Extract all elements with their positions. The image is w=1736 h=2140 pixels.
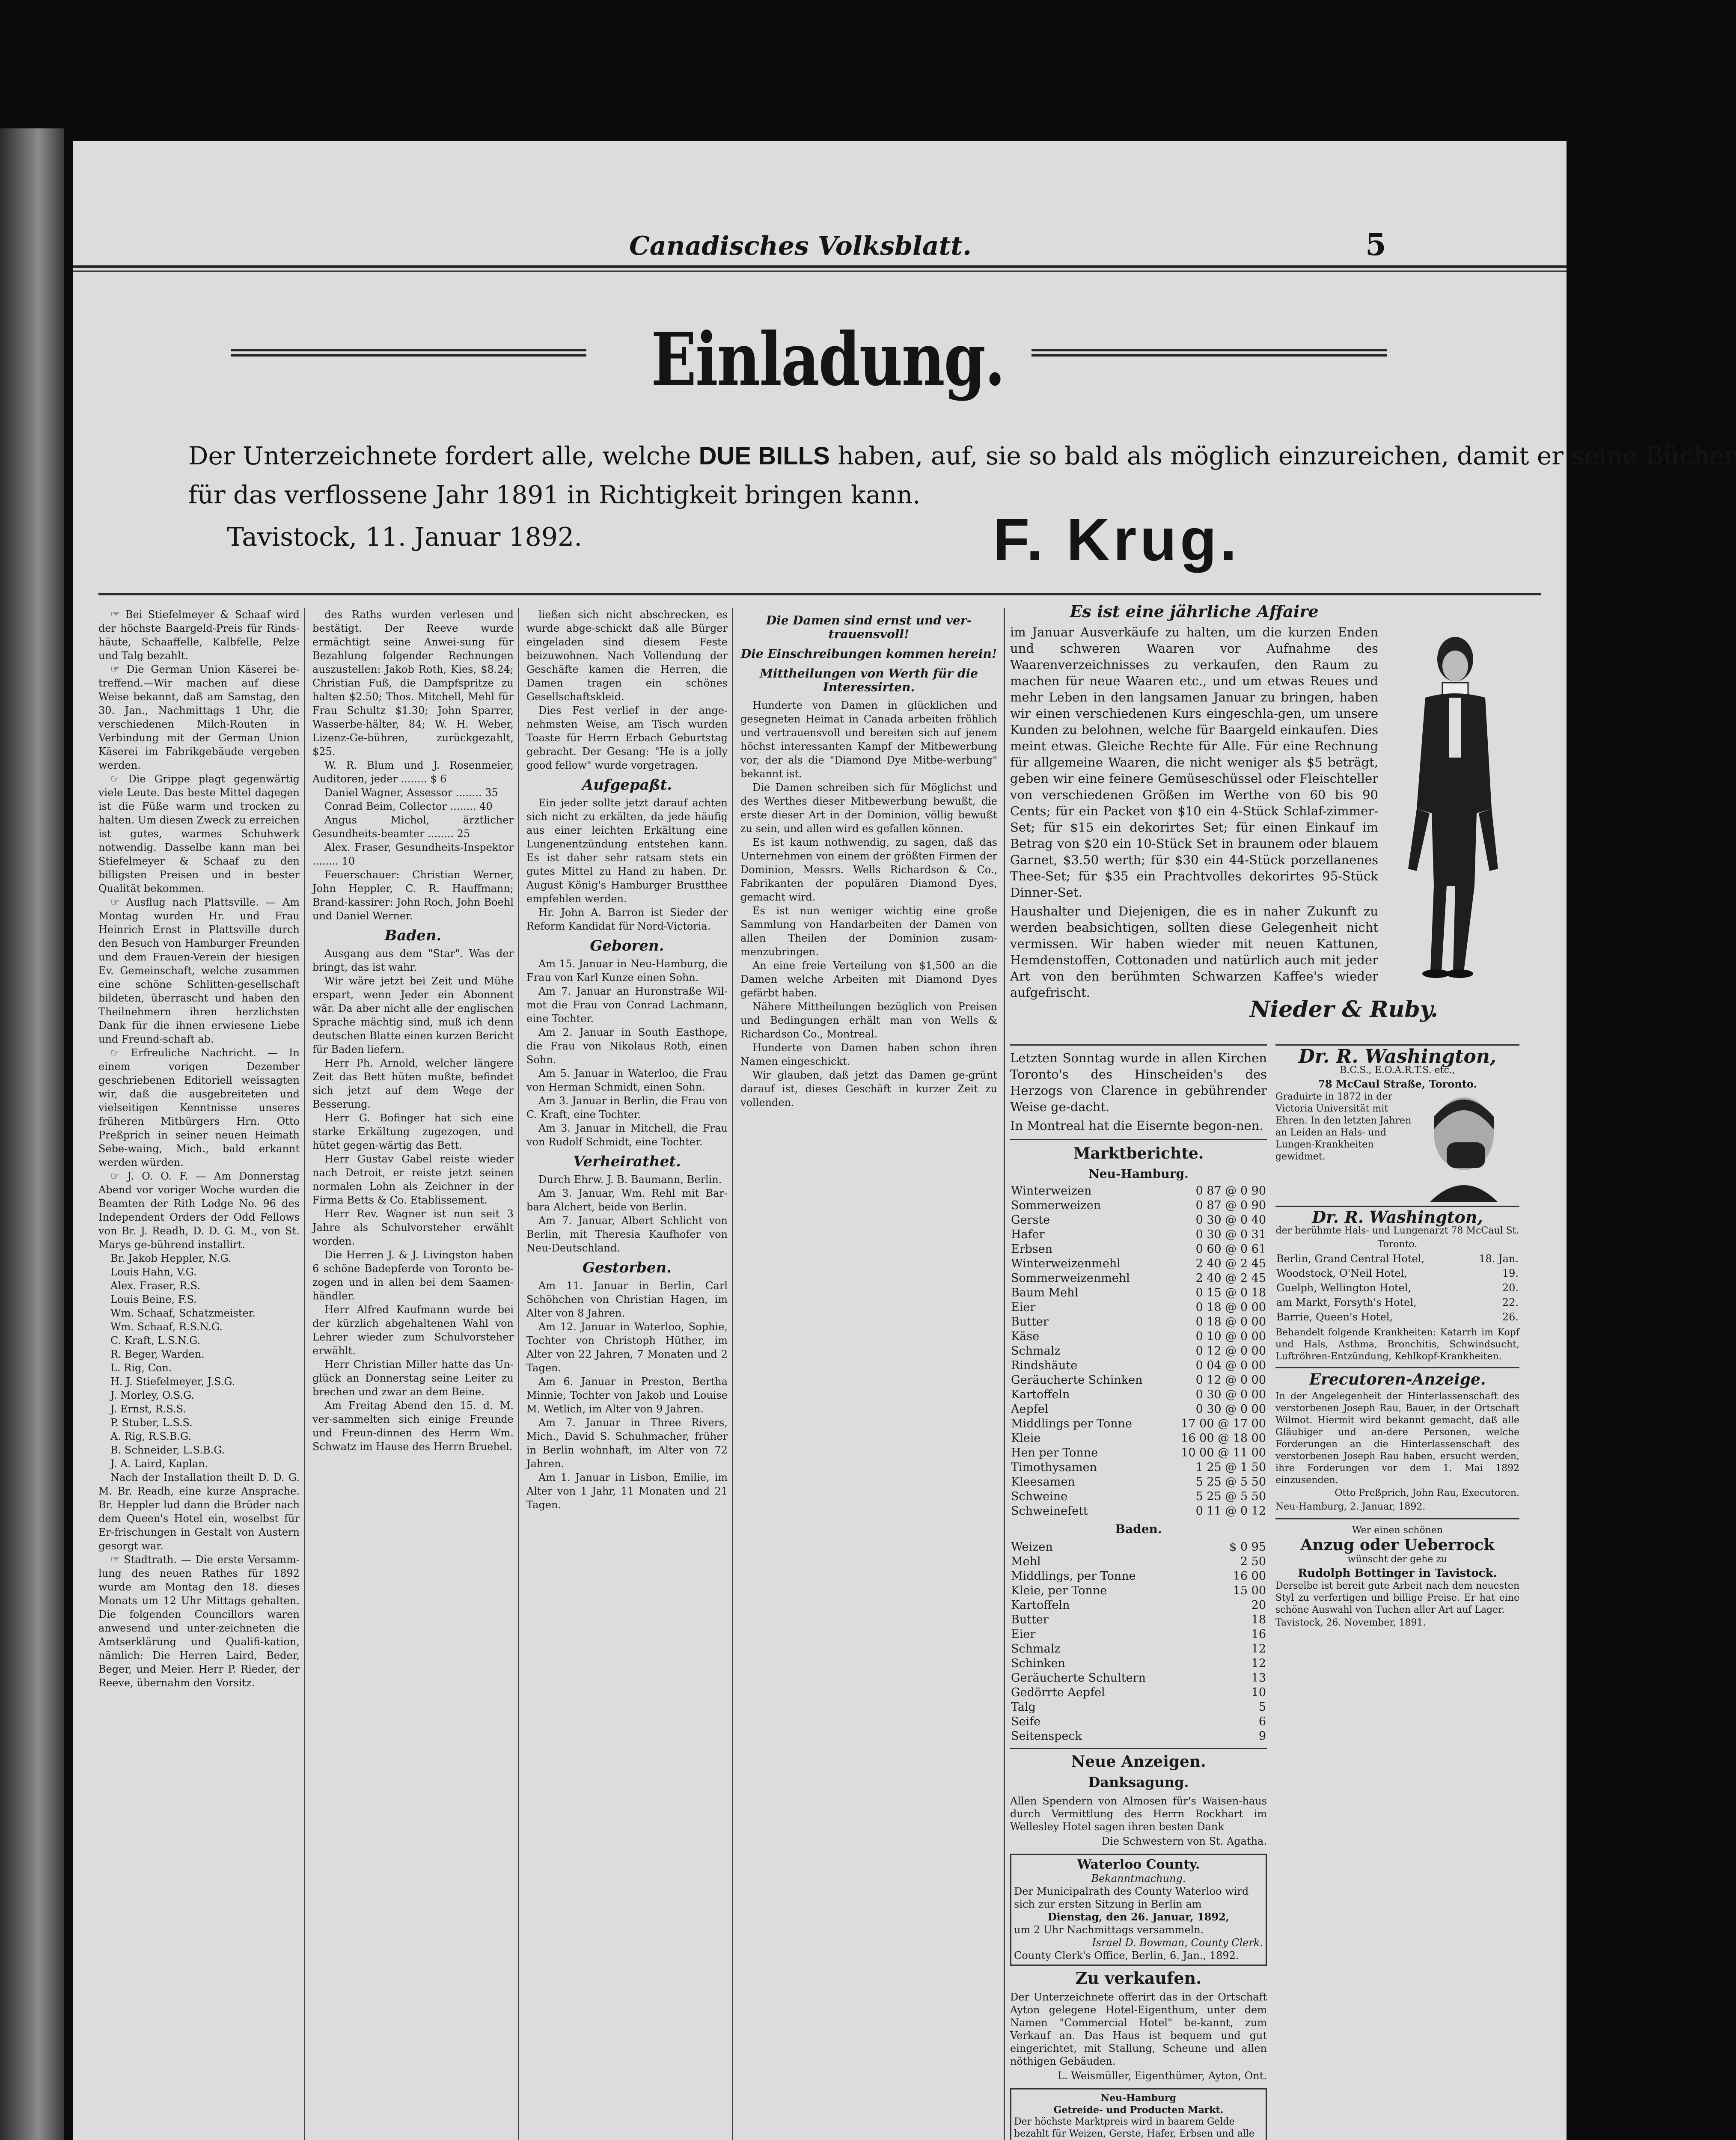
row-value: 16 (1251, 1628, 1266, 1641)
masthead-rule-thin (73, 270, 1567, 272)
paragraph: Am 5. Januar in Waterloo, die Frau von Herman Schmidt, einen Sohn. (526, 1067, 728, 1093)
paragraph: R. Beger, Warden. (110, 1348, 205, 1360)
paragraph: H. J. Stiefelmeyer, J.S.G. (110, 1376, 235, 1388)
paragraph: ☞ Stadtrath. — Die erste Versamm-lung des neuen Rathes für 1892 wurde am Montag den 18. dieses Monats um 12 Uhr Mittags gehalten. Die folgenden Councillors waren anwesend und unter-zeichneten die Amtserklärung und Qualifi-kation, nämlich: Die Herren Laird, Beder, Beger, und Meier. Herr P. Rieder, der Reeve, übernahm den Vorsitz. (98, 1554, 300, 1689)
table-row (1010, 1685, 1267, 1700)
waterloo-sub: Bekanntmachung. (1091, 1872, 1186, 1884)
column-4-article (740, 608, 997, 2140)
row-value: 10 (1251, 1686, 1266, 1699)
washington-visits (1275, 1251, 1519, 1324)
table-row (1010, 1228, 1267, 1242)
row-value: 5 25 @ 5 50 (1195, 1490, 1266, 1503)
paragraph: Herr Christian Miller hatte das Un-glück an Donnerstag seine Leiter zu brechen und zwar an dem Beine. (312, 1358, 514, 1398)
paragraph: ☞ J. O. O. F. — Am Donnerstag Abend vor voriger Woche wurden die Beamten der Rith Lodge No. 96 des Independent Orders der Odd Fellows von Br. J. Readh, D. D. G. M., von St. Marys ge-bührend installirt. (98, 1170, 300, 1251)
table-row (1010, 1671, 1267, 1685)
row-value: 2 50 (1240, 1555, 1266, 1568)
row-value: 1 25 @ 1 50 (1195, 1461, 1266, 1474)
table-row (1010, 1613, 1267, 1627)
paragraph: Br. Jakob Heppler, N.G. (110, 1252, 232, 1264)
section-heading: Geboren. (590, 937, 664, 954)
row-label: Kleesamen (1011, 1475, 1075, 1489)
row-label: Talg (1011, 1700, 1036, 1714)
table-row (1010, 1489, 1267, 1504)
row-label: Geräucherte Schultern (1011, 1671, 1146, 1685)
ad-affaire-title: Es ist eine jährliche Affaire (1070, 602, 1319, 621)
previous-page-edge (0, 128, 64, 2140)
row-label: Gerste (1011, 1213, 1050, 1227)
paragraph: Herr Rev. Wagner ist nun seit 3 Jahre als Schulvorsteher erwählt worden. (312, 1208, 514, 1247)
market-table-neu-hamburg (1010, 1184, 1267, 1519)
row-label: Seitenspeck (1011, 1730, 1082, 1743)
paragraph: ☞ Erfreuliche Nachricht. — In einem vorigen Dezember geschriebenen Editoriell weissagten wir, daß die ausgebreiteten und vielseitigen Kenntnisse unseres früheren Mitbürgers Hrn. Otto Preßprich in seiner neuen Heimath Sebe-waing, Mich., bald erkannt werden würden. (98, 1047, 300, 1168)
paragraph: Herr G. Bofinger hat sich eine starke Erkältung zugezogen, und hütet gegen-wärtig das Bett. (312, 1112, 514, 1151)
table-row (1010, 1271, 1267, 1286)
executor-body: In der Angelegenheit der Hinterlassenschaft des verstorbenen Joseph Rau, Bauer, in der Ortschaft Wilmot. Hiermit wird bekannt gemacht, daß alle Gläubiger und an-dere Personen, welche Forderungen an die Hinterlassenschaft des verstorbenen Joseph Rau haben, ersucht werden, ihre Forderungen vor dem 1. Mai 1892 einzusenden. (1275, 1391, 1519, 1486)
masthead-title: Canadisches Volksblatt. (629, 231, 972, 261)
row-label: Woodstock, O'Neil Hotel, (1276, 1267, 1407, 1279)
row-label: Sommerweizenmehl (1011, 1272, 1130, 1285)
row-value: 5 (1258, 1700, 1266, 1714)
washington-credentials: B.C.S., E.O.A.R.T.S. etc., (1340, 1065, 1455, 1076)
row-value: 5 25 @ 5 50 (1195, 1475, 1266, 1489)
section-heading: Aufgepaßt. (582, 776, 672, 794)
paragraph: Angus Michol, ärztlicher Gesundheits-beamter ........ 25 (312, 814, 514, 840)
table-row (1010, 1300, 1267, 1315)
paragraph: ☞ Ausflug nach Plattsville. — Am Montag wurden Hr. und Frau Heinrich Ernst in Plattsville durch den Besuch von Hamburger Freunden und dem Frauen-Verein der hiesigen Ev. Gemeinschaft, welche zusammen eine schöne Schlitten-gesellschaft bildeten, überrascht und haben den Theilnehmern ihren herzlichsten Dank für die ihnen erwiesene Liebe und Freund-schaft ab. (98, 896, 300, 1045)
row-value: 12 (1251, 1657, 1266, 1670)
paragraph: ☞ Bei Stiefelmeyer & Schaaf wird der höchste Baargeld-Preis für Rinds-häute, Schaaffelle, Kalbfelle, Pelze und Talg bezahlt. (98, 609, 300, 662)
row-label: Geräucherte Schinken (1011, 1373, 1143, 1387)
row-value: 22. (1502, 1296, 1519, 1308)
row-value: 0 30 @ 0 00 (1195, 1388, 1266, 1401)
aufkaufe-date: Tavistock, 26. November, 1891. (1275, 1617, 1426, 1628)
table-row (1010, 1475, 1267, 1489)
masthead-rule (73, 265, 1567, 268)
table-row (1010, 1198, 1267, 1213)
paragraph: J. Morley, O.S.G. (110, 1389, 195, 1401)
paragraph: Conrad Beim, Collector ........ 40 (324, 800, 493, 812)
row-label: Winterweizen (1011, 1184, 1092, 1198)
column-divider-3 (732, 608, 733, 2140)
getreide-markt-ad (1010, 2088, 1267, 2140)
death-notice-2: In Montreal hat die Eisernte begon-nen. (1010, 1118, 1263, 1133)
notice-due-bills: DUE BILLS (699, 442, 830, 470)
section-heading: Gestorben. (582, 1259, 672, 1276)
row-label: Kleie (1011, 1432, 1041, 1445)
right-subcolumn-right (1275, 1044, 1519, 2140)
paragraph: Hunderte von Damen haben schon ihren Namen eingeschickt. (740, 1042, 997, 1067)
row-label: Kartoffeln (1011, 1599, 1070, 1612)
paragraph: Am 3. Januar in Berlin, die Frau von C. Kraft, eine Tochter. (526, 1095, 728, 1121)
paragraph: An eine freie Verteilung von $1,500 an die Damen welche Arbeiten mit Diamond Dyes gefärbt haben. (740, 960, 997, 999)
row-value: 9 (1258, 1730, 1266, 1743)
row-value: 20. (1502, 1282, 1519, 1294)
table-row (1010, 1431, 1267, 1446)
table-row (1275, 1295, 1519, 1310)
row-value: 0 11 @ 0 12 (1195, 1504, 1266, 1518)
aufkaufe-title: Wer einen schönen (1352, 1525, 1443, 1536)
table-row (1275, 1310, 1519, 1324)
row-label: Schmalz (1011, 1344, 1061, 1358)
paragraph: Die Herren J. & J. Livingston haben 6 schöne Badepferde von Toronto be-zogen und in allen bei dem Saamen-händler. (312, 1249, 514, 1302)
paragraph: Louis Hahn, V.G. (110, 1266, 197, 1278)
row-value: 20 (1251, 1599, 1266, 1612)
paragraph: W. R. Blum und J. Rosenmeier, Auditoren, jeder ........ $ 6 (312, 759, 514, 785)
market-title: Marktberichte. (1073, 1144, 1204, 1162)
death-notice: Letzten Sonntag wurde in allen Kirchen Toronto's des Hinscheiden's des Herzogs von Clarence in gebührender Weise ge-dacht. (1010, 1051, 1267, 1114)
paragraph: L. Rig, Con. (110, 1362, 172, 1374)
washington-address: 78 McCaul Straße, Toronto. (1318, 1078, 1477, 1090)
paragraph: Durch Ehrw. J. B. Baumann, Berlin. (538, 1174, 722, 1186)
paragraph: Herr Gustav Gabel reiste wieder nach Detroit, er reiste jetzt seinen normalen Lohn als Zeichner in der Firma Betts & Co. Etablissement. (312, 1153, 514, 1206)
notice-line-2: für das verflossene Jahr 1891 in Richtigkeit bringen kann. (188, 480, 921, 509)
notice-headline: Einladung. (651, 317, 1005, 402)
ad-affaire-signature: Nieder & Ruby. (1250, 996, 1439, 1022)
headline-rule-right-2 (1031, 354, 1387, 357)
row-label: Barrie, Queen's Hotel, (1276, 1311, 1393, 1323)
table-row (1010, 1460, 1267, 1475)
row-label: Middlings per Tonne (1011, 1417, 1132, 1430)
table-row (1010, 1344, 1267, 1358)
row-value: 2 40 @ 2 45 (1195, 1272, 1266, 1285)
paragraph: Wir glauben, daß jetzt das Damen ge-grünt darauf ist, dieses Geschäft in kurzer Zeit zu vollenden. (740, 1069, 997, 1109)
executor-title: Erecutoren-Anzeige. (1309, 1370, 1486, 1388)
table-row (1010, 1315, 1267, 1329)
row-value: 0 15 @ 0 18 (1195, 1286, 1266, 1299)
row-value: 0 87 @ 0 90 (1195, 1199, 1266, 1212)
table-row (1010, 1446, 1267, 1460)
row-value: 16 00 (1233, 1569, 1266, 1583)
row-label: Hafer (1011, 1228, 1045, 1241)
paragraph: Am 7. Januar, Albert Schlicht von Berlin, mit Theresia Kaufhofer von Neu-Deutschland. (526, 1215, 728, 1254)
notice-place-date: Tavistock, 11. Januar 1892. (227, 522, 583, 552)
table-row (1010, 1584, 1267, 1598)
column-2 (312, 608, 514, 2140)
row-label: Schmalz (1011, 1642, 1061, 1656)
washington-body: Graduirte in 1872 in der Victoria Universität mit Ehren. In den letzten Jahren an Leiden an Hals- und Lungen-Krankheiten gewidmet. (1275, 1091, 1412, 1162)
market-neu-hamburg-title: Neu-Hamburg. (1088, 1167, 1189, 1181)
row-label: Kartoffeln (1011, 1388, 1070, 1401)
paragraph: Alex. Fraser, R.S. (110, 1280, 200, 1292)
row-value: 0 04 @ 0 00 (1195, 1359, 1266, 1372)
waterloo-office: County Clerk's Office, Berlin, 6. Jan., 1892. (1014, 1950, 1239, 1962)
market2-title: Neu-Hamburg (1101, 2092, 1176, 2104)
table-row (1010, 1373, 1267, 1388)
row-label: Weizen (1011, 1540, 1053, 1554)
aufkaufe-title-2: Anzug oder Ueberrock (1300, 1536, 1495, 1554)
gentleman-illustration (1391, 629, 1511, 980)
row-value: 0 87 @ 0 90 (1195, 1184, 1266, 1198)
table-row (1010, 1358, 1267, 1373)
column-3 (526, 608, 728, 2140)
section-heading: Verheirathet. (573, 1153, 681, 1170)
paragraph: Am 15. Januar in Neu-Hamburg, die Frau von Karl Kunze einen Sohn. (526, 958, 728, 984)
table-row (1010, 1417, 1267, 1431)
table-row (1275, 1251, 1519, 1266)
ad-jaehrliche-affaire (1010, 603, 1519, 1040)
row-value: 12 (1251, 1642, 1266, 1656)
paragraph: ließen sich nicht abschrecken, es wurde abge-schickt daß alle Bürger eingeladen sind diesem Feste beizuwohnen. Nach Vollendung der Geschäfte kamen die Herren, die Damen tragen ein schönes Gesellschaftskleid. (526, 609, 728, 703)
paragraph: Feuerschauer: Christian Werner, John Heppler, C. R. Hauffmann; Brand-kassirer: John Roch, John Boehl und Daniel Werner. (312, 869, 514, 922)
waterloo-sign: Israel D. Bowman, County Clerk. (1092, 1937, 1263, 1949)
table-row (1010, 1402, 1267, 1417)
section-heading: Die Einschreibungen kommen herein! (740, 647, 997, 661)
executor-date: Neu-Hamburg, 2. Januar, 1892. (1275, 1501, 1426, 1512)
right-section (1010, 603, 1519, 2140)
market-table-baden (1010, 1540, 1267, 1744)
notice-line-1c: haben, auf, sie so bald als möglich einzureichen, damit er seine Bücher (838, 441, 1736, 470)
row-label: Winterweizenmehl (1011, 1257, 1121, 1270)
row-value: 26. (1502, 1311, 1519, 1323)
row-value: 0 30 @ 0 40 (1195, 1213, 1266, 1227)
row-label: Seife (1011, 1715, 1041, 1728)
table-row (1010, 1388, 1267, 1402)
row-value: 18 (1251, 1613, 1266, 1626)
table-row (1010, 1540, 1267, 1554)
paragraph: Wir wäre jetzt bei Zeit und Mühe erspart, wenn Jeder ein Abonnent wär. Da aber nicht alle der englischen Sprache mächtig sind, muß ich denn deutschen Blatte einen kurzen Bericht für Baden liefern. (312, 975, 514, 1055)
paragraph: J. Ernst, R.S.S. (110, 1403, 186, 1415)
danksagung-sign: Die Schwestern von St. Agatha. (1101, 1835, 1267, 1847)
aufkaufe-body: wünscht der gehe zu (1347, 1554, 1448, 1565)
notice-line-1a: Der Unterzeichnete fordert alle, welche (188, 441, 691, 470)
section-heading: Die Damen sind ernst und ver-trauensvoll! (766, 613, 972, 641)
row-label: Eier (1011, 1628, 1036, 1641)
row-value: 16 00 @ 18 00 (1181, 1432, 1266, 1445)
paragraph: P. Stuber, L.S.S. (110, 1417, 193, 1429)
paragraph: Nach der Installation theilt D. D. G. M. Br. Readh, eine kurze Ansprache. Br. Heppler lud dann die Brüder nach dem Queen's Hotel ein, woselbst für Er-frischungen in Gestalt von Austern gesorgt war. (98, 1471, 300, 1552)
section-heading: Mittheilungen von Werth für die Interessirten. (760, 666, 978, 694)
paragraph: Am 7. Januar in Three Rivers, Mich., David S. Schuhmacher, früher in Berlin wohnhaft, im Alter von 72 Jahren. (526, 1417, 728, 1470)
market-baden-title: Baden. (1115, 1522, 1162, 1536)
row-label: Schweine (1011, 1490, 1068, 1503)
paragraph: Dies Fest verlief in der ange-nehmsten Weise, am Tisch wurden Toaste für Herrn Erbach Geburtstag gebracht. Der Gesang: "He is a jolly good fellow" wurde vorgetragen. (526, 704, 728, 771)
row-label: Butter (1011, 1315, 1049, 1329)
paragraph: Alex. Fraser, Gesundheits-Inspektor ........ 10 (312, 841, 514, 867)
waterloo-date: Dienstag, den 26. Januar, 1892, (1047, 1911, 1230, 1923)
paragraph: B. Schneider, L.S.B.G. (110, 1444, 225, 1456)
table-row (1010, 1627, 1267, 1642)
row-label: Kleie, per Tonne (1011, 1584, 1107, 1597)
paragraph: Am 2. Januar in South Easthope, die Frau von Nikolaus Roth, einen Sohn. (526, 1026, 728, 1066)
paragraph: A. Rig, R.S.B.G. (110, 1430, 192, 1442)
column-1 (98, 608, 300, 2140)
paragraph: Am 12. Januar in Waterloo, Sophie, Tochter von Christoph Hüther, im Alter von 22 Jahren, 7 Monaten und 2 Tagen. (526, 1321, 728, 1374)
paragraph: Am 3. Januar in Mitchell, die Frau von Rudolf Schmidt, eine Tochter. (526, 1122, 728, 1148)
paragraph: Am 7. Januar an Huronstraße Wil-mot die Frau von Conrad Lachmann, eine Tochter. (526, 985, 728, 1025)
paragraph: J. A. Laird, Kaplan. (110, 1458, 208, 1470)
paragraph: Wm. Schaaf, R.S.N.G. (110, 1321, 223, 1333)
table-row (1010, 1213, 1267, 1228)
table-row (1010, 1286, 1267, 1300)
aufkaufe-name: Rudolph Bottinger in Tavistock. (1298, 1567, 1497, 1580)
paragraph: des Raths wurden verlesen und bestätigt. Der Reeve wurde ermächtigt seine Anwei-sung für Bezahlung folgender Rechnungen auszustellen: Jakob Roth, Kies, $8.24; Christian Fuß, die Dampfspritze zu halten $2.50; Thos. Mitchell, Mehl für Frau Schultz $1.30; John Sparrer, Wasserbe-hälter, 84; W. H. Weber, Lizenz-Ge-bühren, zurückgezahlt, $25. (312, 609, 514, 758)
paragraph: ☞ Die German Union Käserei be-treffend.—Wir machen auf diese Weise bekannt, daß am Samstag, den 30. Jan., Nachmittags 1 Uhr, die verschiedenen Milch-Routen in Verbindung mit der German Union Käserei im Fabrikgebäude vergeben werden. (98, 663, 300, 771)
headline-rule-left (231, 349, 586, 351)
page-number: 5 (1365, 227, 1386, 262)
waterloo-body-2: um 2 Uhr Nachmittags versammeln. (1014, 1924, 1204, 1936)
table-row (1010, 1554, 1267, 1569)
neue-anzeigen-title: Neue Anzeigen. (1071, 1753, 1206, 1771)
paragraph: Am Freitag Abend den 15. d. M. ver-sammelten sich einige Freunde und Freun-dinnen des Herrn Wm. Schwatz im Hause des Herrn Bruehel. (312, 1400, 514, 1453)
table-row (1010, 1184, 1267, 1198)
market2-sub: Getreide- und Producten Markt. (1053, 2104, 1224, 2116)
row-value: 19. (1502, 1267, 1519, 1279)
row-value: 15 00 (1233, 1584, 1266, 1597)
section-rule (98, 593, 1541, 595)
row-value: $ 0 95 (1229, 1540, 1266, 1554)
paragraph: Am 1. Januar in Lisbon, Emilie, im Alter von 1 Jahr, 11 Monaten und 21 Tagen. (526, 1471, 728, 1511)
row-label: Erbsen (1011, 1242, 1053, 1256)
row-value: 13 (1251, 1671, 1266, 1685)
waterloo-body: Der Municipalrath des County Waterloo wird sich zur ersten Sitzung in Berlin am (1014, 1885, 1249, 1910)
row-label: Gedörrte Aepfel (1011, 1686, 1105, 1699)
paragraph: Herr Alfred Kaufmann wurde bei der kürzlich abgehaltenen Wahl von Lehrer wieder zum Schulvorsteher erwählt. (312, 1304, 514, 1357)
column-divider-2 (518, 608, 519, 2140)
paragraph: Ein jeder sollte jetzt darauf achten sich nicht zu erkälten, da jede häufig aus einer leichten Erkältung eine Lungenentzündung entstehen kann. Es ist daher sehr ratsam stets ein gutes Mittel zu Hand zu haben. Dr. August König's Hamburger Brustthee empfehlen werden. (526, 797, 728, 905)
row-value: 0 30 @ 0 31 (1195, 1228, 1266, 1241)
ad-affaire-body-2: Haushalter und Diejenigen, die es in naher Zukunft zu werden beabsichtigen, sollten diese Gelegenheit nicht vermissen. Wir haben wieder mit neuen Kattunen, Hemdenstoffen, Cottonaden und natürlich auch mit jeder Art von den berühmten Schwarzen Kaffee's wieder aufgefrischt. (1010, 904, 1378, 1000)
row-label: Timothysamen (1011, 1461, 1097, 1474)
row-value: 6 (1258, 1715, 1266, 1728)
washington-name: Dr. R. Washington, (1298, 1046, 1497, 1067)
table-row (1010, 1729, 1267, 1744)
paragraph: Hr. John A. Barron ist Sieder der Reform Kandidat für Nord-Victoria. (526, 907, 728, 932)
row-value: 0 10 @ 0 00 (1195, 1330, 1266, 1343)
paragraph: Ausgang aus dem "Star". Was der bringt, das ist wahr. (312, 948, 514, 973)
row-label: Aepfel (1011, 1403, 1049, 1416)
paragraph: Herr Ph. Arnold, welcher längere Zeit das Bett hüten mußte, befindet sich jetzt auf dem Wege der Besserung. (312, 1057, 514, 1110)
row-label: Mehl (1011, 1555, 1041, 1568)
paragraph: Daniel Wagner, Assessor ........ 35 (324, 787, 498, 799)
table-row (1010, 1656, 1267, 1671)
paragraph: Nähere Mittheilungen bezüglich von Preisen und Bedingungen erhält man von Wells & Richardson Co., Montreal. (740, 1001, 997, 1040)
market2-body: Der höchste Marktpreis wird in baarem Gelde bezahlt für Weizen, Gerste, Hafer, Erbsen und alle (1014, 2116, 1254, 2139)
row-value: 0 12 @ 0 00 (1195, 1344, 1266, 1358)
zu-verkaufen-sign: L. Weismüller, Eigenthümer, Ayton, Ont. (1058, 2070, 1267, 2082)
table-row (1010, 1569, 1267, 1584)
washington-sub-2: der berühmte Hals- und Lungenarzt 78 McCaul St. Toronto. (1275, 1225, 1519, 1250)
table-row (1010, 1242, 1267, 1257)
table-row (1010, 1642, 1267, 1656)
section-heading: Baden. (384, 927, 442, 944)
row-label: Butter (1011, 1613, 1049, 1626)
paragraph: Es ist nun weniger wichtig eine große Sammlung von Handarbeiten der Damen von allen Theilen der Dominion zusam-menzubringen. (740, 905, 997, 958)
paragraph: Es ist kaum nothwendig, zu sagen, daß das Unternehmen von einem der größten Firmen der Dominion, Messrs. Wells Richardson & Co., Fabrikanten der populären Diamond Dyes, gemacht wird. (740, 836, 997, 903)
table-row (1275, 1266, 1519, 1281)
notice-signature: F. Krug. (993, 506, 1240, 573)
row-label: Guelph, Wellington Hotel, (1276, 1282, 1412, 1294)
row-value: 0 30 @ 0 00 (1195, 1403, 1266, 1416)
danksagung-title: Danksagung. (1088, 1774, 1189, 1790)
zu-verkaufen-title: Zu verkaufen. (1075, 1968, 1202, 1988)
row-label: Käse (1011, 1330, 1040, 1343)
paragraph: Am 3. Januar, Wm. Rehl mit Bar-bara Alchert, beide von Berlin. (526, 1187, 728, 1213)
paragraph: Wm. Schaaf, Schatzmeister. (110, 1307, 256, 1319)
row-label: Schinken (1011, 1657, 1065, 1670)
danksagung-body: Allen Spendern von Almosen für's Waisen-haus durch Vermittlung des Herrn Rockhart im Wellesley Hotel sagen ihren besten Dank (1010, 1795, 1267, 1833)
paragraph: Am 11. Januar in Berlin, Carl Schöhchen von Christian Hagen, im Alter von 8 Jahren. (526, 1280, 728, 1319)
washington-name-2: Dr. R. Washington, (1312, 1207, 1483, 1227)
washington-note: Behandelt folgende Krankheiten: Katarrh im Kopf und Hals, Asthma, Bronchitis, Schwindsucht, Luftröhren-Entzündung, Kehlkopf-Krankheiten. (1275, 1327, 1519, 1362)
headline-rule-right (1031, 349, 1387, 351)
row-value: 18. Jan. (1479, 1253, 1519, 1265)
row-label: Hen per Tonne (1011, 1446, 1098, 1459)
aufkaufe-body-2: Derselbe ist bereit gute Arbeit nach dem neuesten Styl zu verfertigen und billige Preise. Er hat eine schöne Auswahl von Tuchen aller Art auf Lager. (1275, 1581, 1519, 1615)
row-value: 17 00 @ 17 00 (1181, 1417, 1266, 1430)
table-row (1010, 1598, 1267, 1613)
row-value: 0 18 @ 0 00 (1195, 1315, 1266, 1329)
row-value: 0 60 @ 0 61 (1195, 1242, 1266, 1256)
paragraph: Am 6. Januar in Preston, Bertha Minnie, Tochter von Jakob und Louise M. Wetlich, im Alter von 9 Jahren. (526, 1376, 728, 1415)
paragraph: Die Damen schreiben sich für Möglichst und des Werthes dieser Mitbewerbung bewußt, die erste dieser Art in der Dominion, völlig bewußt zu sein, und allen wird es gefallen können. (740, 782, 997, 835)
waterloo-county-notice (1010, 1854, 1267, 1966)
zu-verkaufen-body: Der Unterzeichnete offerirt das in der Ortschaft Ayton gelegene Hotel-Eigenthum, unter dem Namen "Commercial Hotel" be-kannt, zum Verkauf an. Das Haus ist bequem und gut eingerichtet, mit Stallung, Scheune und allen nöthigen Gebäuden. (1010, 1991, 1267, 2067)
table-row (1010, 1700, 1267, 1715)
newspaper-page (73, 141, 1736, 2140)
right-subcolumn-left (1010, 1044, 1267, 2140)
row-label: Baum Mehl (1011, 1286, 1079, 1299)
paragraph: ☞ Die Grippe plagt gegenwärtig viele Leute. Das beste Mittel dagegen ist die Füße warm und trocken zu halten. Um diesen Zweck zu erreichen ist gutes, warmes Schuhwerk notwendig. Dasselbe kann man bei Stiefelmeyer & Schaaf zu den billigsten Preisen und in bester Qualität bekommen. (98, 773, 300, 895)
table-row (1010, 1715, 1267, 1729)
headline-rule-left-2 (231, 354, 586, 357)
notice-line-1 (188, 437, 1736, 476)
waterloo-title: Waterloo County. (1077, 1857, 1200, 1872)
row-label: Rindshäute (1011, 1359, 1078, 1372)
table-row (1010, 1257, 1267, 1271)
paragraph: Louis Beine, F.S. (110, 1293, 197, 1305)
row-label: Schweinefett (1011, 1504, 1088, 1518)
row-value: 0 12 @ 0 00 (1195, 1373, 1266, 1387)
table-row (1010, 1329, 1267, 1344)
row-value: 2 40 @ 2 45 (1195, 1257, 1266, 1270)
physician-portrait (1417, 1091, 1511, 1202)
table-row (1010, 1504, 1267, 1519)
row-label: Middlings, per Tonne (1011, 1569, 1136, 1583)
table-row (1275, 1281, 1519, 1295)
row-label: am Markt, Forsyth's Hotel, (1276, 1296, 1417, 1308)
ad-affaire-body: im Januar Ausverkäufe zu halten, um die kurzen Enden und schweren Waaren vor Aufnahme des Waarenverzeichnisses zu verkaufen, den Raum zu machen für neue Waaren etc., und um etwas Reues und mehr Leben in den langsamen Januar zu bringen, haben wir einen verschiedenen Kurs eingeschla-gen, um unsere Kunden zu belohnen, welche für Baargeld einkaufen. Dies meint etwas. Gleiche Rechte für Alle. Für eine Rechnung für allgemeine Waaren, die nicht weniger als $5 beträgt, geben wir eine feinere Gemüseschüssel oder Fleischteller von verschiedenen Größen im Werthe von 60 bis 90 Cents; für ein Packet von $10 ein 4-Stück Schlaf-zimmer-Set; für $15 ein dekorirtes Set; für einen Einkauf im Betrag von $20 ein 10-Stück Set in braunem oder blauem Garnet, $3.50 werth; für $30 ein 44-Stück porzellanenes Thee-Set; für $35 ein Prachtvolles dekorirtes 95-Stück Dinner-Set. (1010, 625, 1378, 900)
paragraph: C. Kraft, L.S.N.G. (110, 1335, 201, 1346)
row-value: 0 18 @ 0 00 (1195, 1301, 1266, 1314)
column-divider-4 (1004, 608, 1005, 2140)
row-value: 10 00 @ 11 00 (1181, 1446, 1266, 1459)
paragraph: Hunderte von Damen in glücklichen und gesegneten Heimat in Canada arbeiten fröhlich und vertrauensvoll und bereiten sich auf jenem höchst interessanten Kampf der Mitbewerbung vor, der als die "Diamond Dye Mitbe-werbung" bekannt ist. (740, 699, 997, 780)
executor-sign: Otto Preßprich, John Rau, Executoren. (1335, 1488, 1519, 1498)
column-divider-1 (304, 608, 305, 2140)
row-label: Eier (1011, 1301, 1036, 1314)
row-label: Berlin, Grand Central Hotel, (1276, 1253, 1425, 1265)
row-label: Sommerweizen (1011, 1199, 1101, 1212)
notice-text (188, 437, 1736, 514)
